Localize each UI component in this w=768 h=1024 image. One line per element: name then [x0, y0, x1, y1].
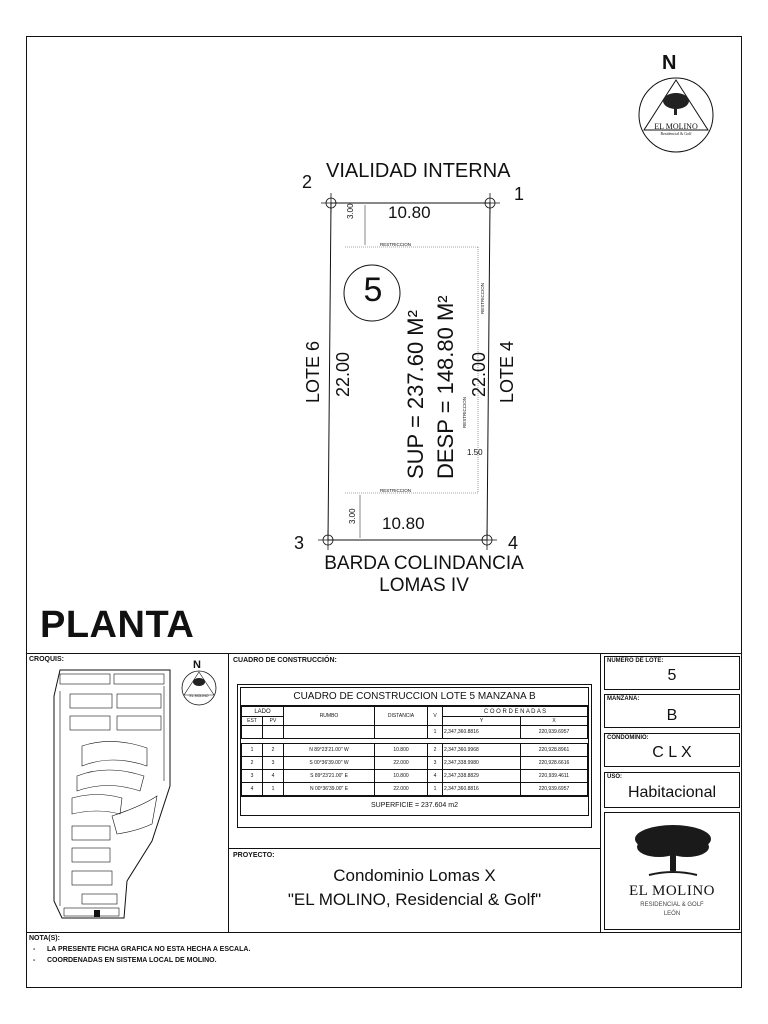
cuadro-label: CUADRO DE CONSTRUCCIÓN: [233, 657, 337, 664]
compass-logo-text: EL MOLINO [654, 122, 698, 131]
brand-city: LEÓN [663, 911, 681, 917]
croquis-logo-text: EL MOLINO [189, 694, 209, 698]
condominio-label: CONDOMINIO: [607, 735, 649, 741]
vertex-label-1: 1 [514, 184, 525, 204]
uso-box [604, 772, 740, 808]
brand-name: EL MOLINO [628, 883, 715, 899]
dim-bottom: 10.80 [382, 514, 425, 533]
restriction-right-label-2: RESTRICCION [462, 396, 467, 428]
cuadro-box [237, 684, 592, 828]
restriction-top-label: RESTRICCION [380, 242, 412, 247]
setback-right-label: 1.50 [467, 448, 483, 457]
left-neighbor-label: LOTE 6 [303, 340, 323, 403]
divider-fields [600, 653, 601, 933]
plan-title: PLANTA [40, 604, 195, 646]
lot-number: 5 [363, 271, 383, 309]
brand-box [604, 812, 740, 930]
divider-top [26, 653, 742, 654]
setback-bottom-label: 3.00 [348, 508, 357, 524]
dim-left: 22.00 [333, 351, 353, 397]
top-street-label: VIALIDAD INTERNA [326, 160, 511, 182]
numero-lote-value: 5 [667, 667, 677, 684]
uso-value: Habitacional [627, 784, 717, 801]
croquis-logo-icon [180, 669, 218, 707]
vertex-label-3: 3 [294, 533, 305, 553]
compass-logo-sub: Residencial & Golf [660, 131, 692, 136]
condominio-value: C L X [652, 744, 692, 761]
dim-top: 10.80 [388, 203, 431, 222]
superficie-total: SUPERFICIE = 237.604 m2 [241, 796, 588, 815]
croquis-north: N [193, 659, 201, 671]
manzana-value: B [666, 707, 678, 724]
surface-label: SUP = 237.60 M² [403, 310, 428, 479]
proyecto-label: PROYECTO: [233, 852, 275, 859]
col-distancia: DISTANCIA [375, 707, 428, 726]
proyecto-line-2: "EL MOLINO, Residencial & Golf" [287, 890, 542, 909]
col-pv: PV [263, 717, 284, 726]
col-v: V [428, 707, 443, 726]
col-est: EST [242, 717, 263, 726]
setback-top-label: 3.00 [346, 203, 355, 219]
north-indicator: N [662, 52, 677, 74]
col-coordenadas: C O O R D E N A D A S [443, 707, 588, 717]
cuadro-table [241, 706, 588, 796]
table-row: 1 2,347,360.8816 220,939.6957 [242, 726, 588, 739]
proyecto-line-1: Condominio Lomas X [333, 866, 496, 885]
col-x: X [520, 717, 587, 726]
divider-notes [26, 932, 742, 933]
divider-proyecto [228, 848, 601, 849]
nota-item: - COORDENADAS EN SISTEMA LOCAL DE MOLINO. [33, 957, 217, 964]
col-y: Y [443, 717, 521, 726]
right-neighbor-label: LOTE 4 [497, 340, 517, 403]
brand-sub: RESIDENCIAL & GOLF [640, 902, 704, 908]
bottom-label-1: BARDA COLINDANCIA [324, 553, 524, 574]
col-rumbo: RUMBO [284, 707, 375, 726]
desp-label: DESP = 148.80 M² [433, 295, 458, 479]
table-row: 4 1 N 00°36'39.00" E 22.000 1 2,347,360.8816 220,939.6957 [242, 783, 588, 796]
table-row: 2 3 S 00°36'39.00" W 22.000 3 2,347,338.9980 220,928.6616 [242, 757, 588, 770]
uso-label: USO: [607, 774, 622, 780]
numero-lote-label: NÚMERO DE LOTE: [607, 658, 664, 664]
col-lado: LADO [242, 707, 284, 717]
tree-logo-icon [629, 819, 717, 881]
croquis-label: CROQUIS: [29, 656, 64, 663]
bottom-label-2: LOMAS IV [379, 575, 469, 596]
nota-item: - LA PRESENTE FICHA GRAFICA NO ESTA HECHA A ESCALA. [33, 946, 251, 953]
table-row: 1 2 N 89°23'21.00" W 10.800 2 2,347,360.9968 220,928.8961 [242, 744, 588, 757]
notas-label: NOTA(S): [29, 935, 60, 942]
vertex-label-4: 4 [508, 533, 519, 553]
table-row: 3 4 S 89°23'21.00" E 10.800 4 2,347,338.8829 220,939.4611 [242, 770, 588, 783]
cuadro-title: CUADRO DE CONSTRUCCION LOTE 5 MANZANA B [241, 688, 588, 706]
croquis-map-icon [52, 666, 182, 922]
restriction-bottom-label: RESTRICCION [380, 488, 412, 493]
vertex-label-2: 2 [302, 172, 313, 192]
numero-lote-box [604, 656, 740, 690]
manzana-box [604, 694, 740, 728]
restriction-right-label-1: RESTRICCION [480, 282, 485, 314]
manzana-label: MANZANA: [607, 696, 640, 702]
dim-right: 22.00 [469, 351, 489, 397]
condominio-box [604, 733, 740, 767]
compass-logo-icon [636, 75, 716, 155]
